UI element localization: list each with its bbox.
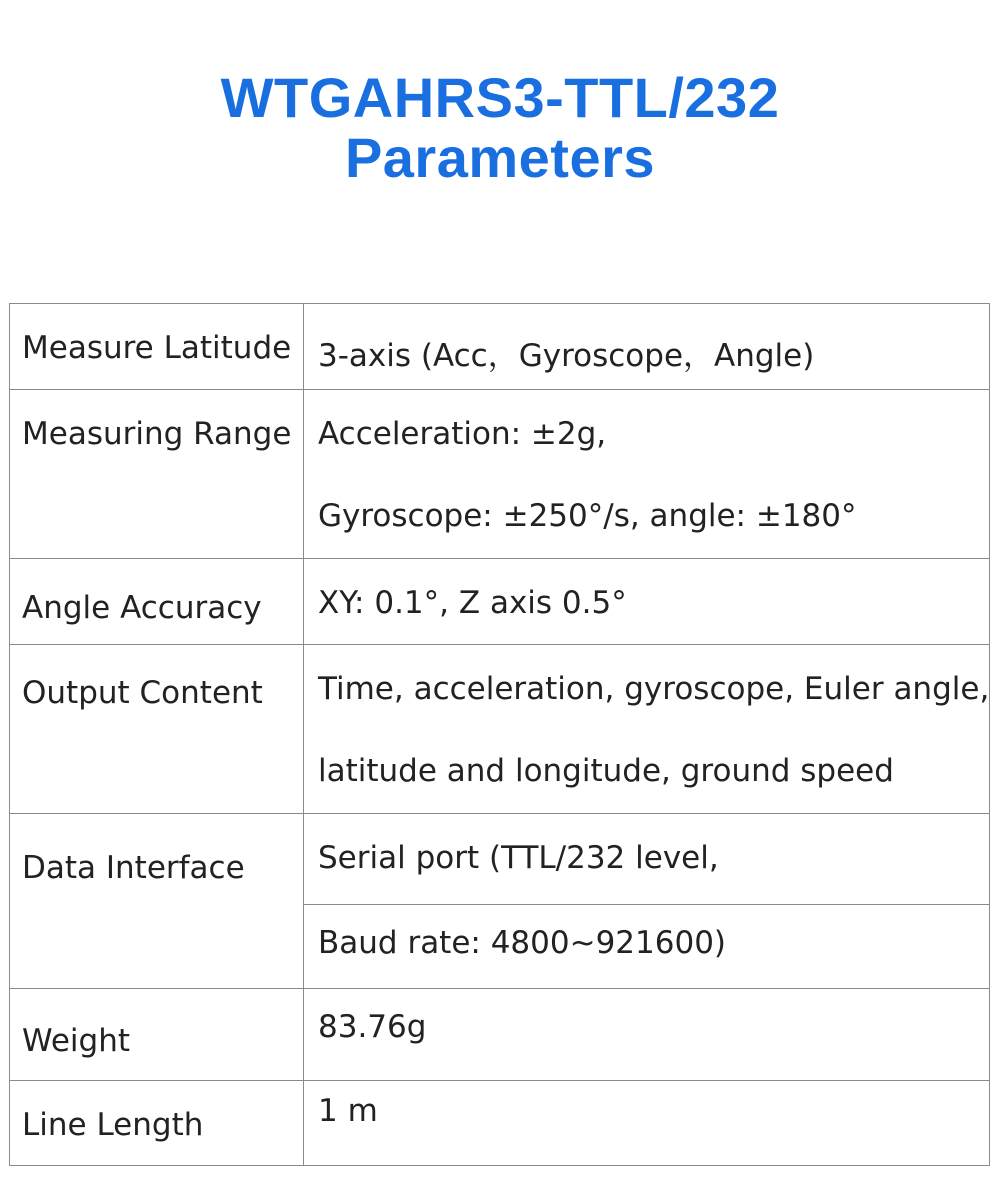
title-line-2: Parameters [344,126,656,189]
row-value-cell [304,905,990,989]
row-label-cell [10,1081,304,1166]
row-label-cell [10,390,304,559]
table-row [10,559,990,645]
row-label: Output Content [22,675,263,711]
row-value-cell [304,390,990,559]
table-row [10,989,990,1081]
table-row [10,1081,990,1166]
row-value: XY: 0.1°, Z axis 0.5° [318,585,627,621]
table-row [10,304,990,390]
row-value-line: Serial port (TTL/232 level, [318,840,719,876]
row-value-cell [304,814,990,905]
table-row [10,645,990,814]
row-value-line: Gyroscope: ±250°/s, angle: ±180° [318,498,857,534]
table-row [10,814,990,905]
row-value-cell [304,1081,990,1166]
row-value: 83.76g [318,1009,427,1045]
row-value: 1 m [318,1093,378,1129]
row-label-cell [10,645,304,814]
row-label: Line Length [22,1107,204,1143]
row-value-cell [304,559,990,645]
title-line-1: WTGAHRS3-TTL/232 [220,66,780,129]
row-value-line: Acceleration: ±2g, [318,416,607,452]
row-label: Measure Latitude [22,330,292,366]
row-label: Measuring Range [22,416,292,452]
row-label: Angle Accuracy [22,590,262,626]
table-row [10,390,990,559]
row-value-cell [304,304,990,390]
row-value-cell [304,645,990,814]
row-label: Data Interface [22,850,245,886]
row-label-cell [10,304,304,390]
row-label-cell [10,814,304,989]
row-label-cell [10,989,304,1081]
row-value-line: Time, acceleration, gyroscope, Euler angle, [318,671,990,707]
row-label-cell [10,559,304,645]
row-value-line: latitude and longitude, ground speed [318,753,894,789]
row-value-line: Baud rate: 4800~921600) [318,925,727,961]
row-value-cell [304,989,990,1081]
row-label: Weight [22,1023,131,1059]
page-title [0,68,1000,188]
parameters-table [9,303,990,1166]
row-value: 3-axis (Acc，Gyroscope，Angle) [318,338,815,374]
